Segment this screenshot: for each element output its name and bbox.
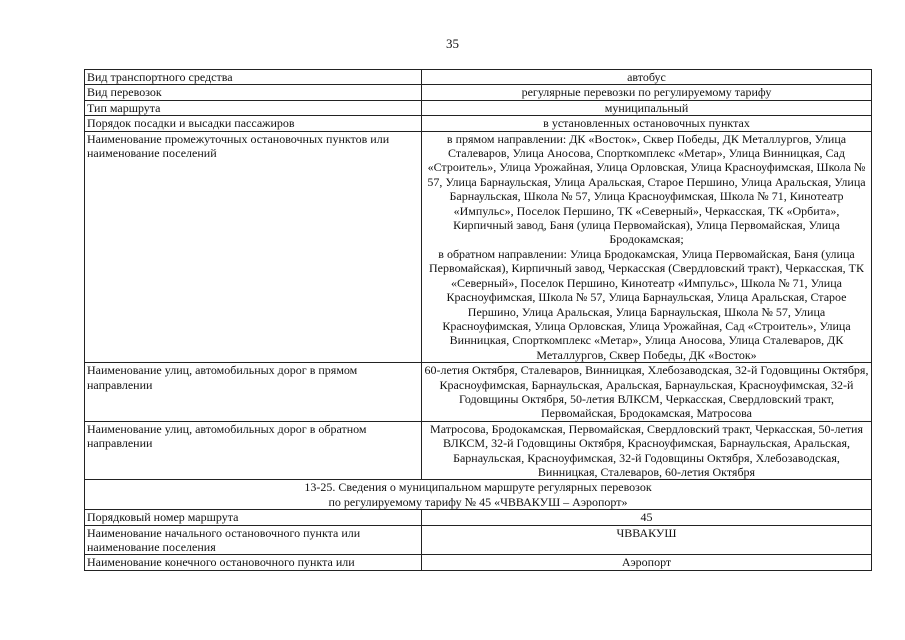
row-label-vehicle-type: Вид транспортного средства [85,70,422,85]
row-value-intermediate-stops [422,131,872,363]
table-row [85,555,872,570]
row-value-start-stop: ЧВВАКУШ [422,525,872,555]
row-value-streets-reverse: Матросова, Бродокамская, Первомайская, Свердловский тракт, Черкасская, 50-летия ВЛКСМ, 32-й Годовщины Октября, Красноуфимская, Барнаульская, Аральская, Барнаульская, Красноуфимская, 32-й Годовщины Октября, Хлебозаводская, Винницкая, Сталеваров, 60-летия Октября [422,421,872,480]
row-label-streets-forward: Наименование улиц, автомобильных дорог в прямом направлении [85,363,422,422]
row-label-end-stop: Наименование конечного остановочного пункта или [85,555,422,570]
stops-forward-text: в прямом направлении: ДК «Восток», Сквер Победы, ДК Металлургов, Улица Сталеваров, Улица Аносова, Спорткомплекс «Метар», Улица Винницкая, Сад «Строитель», Улица Урожайная, Улица Орловская, Улица Красноуфимская, Школа № 57, Улица Барнаульская, Улица Аральская, Старое Першино, Улица Аральская, Улица Барнаульская, Школа № 57, Улица Красноуфимская, Школа № 71, Кинотеатр «Импульс», Поселок Першино, ТК «Северный», Черкасская, ТК «Орбита», Кирпичный завод, Баня (улица Первомайская), Улица Первомайская, Улица Бродокамская; [427,131,866,247]
table-row [85,363,872,422]
row-value-route-type: муниципальный [422,100,872,115]
row-label-start-stop: Наименование начального остановочного пункта или наименование поселения [85,525,422,555]
table-row [85,116,872,131]
table-row [85,100,872,115]
section-heading-line2: по регулируемому тарифу № 45 «ЧВВАКУШ – Аэропорт» [328,494,628,509]
section-heading-line1: 13-25. Сведения о муниципальном маршруте регулярных перевозок [304,480,652,495]
row-value-end-stop: Аэропорт [422,555,872,570]
row-label-transport-kind: Вид перевозок [85,85,422,100]
row-label-boarding-order: Порядок посадки и высадки пассажиров [85,116,422,131]
row-label-route-number: Порядковый номер маршрута [85,510,422,525]
table-row [85,525,872,555]
row-value-streets-forward: 60-летия Октября, Сталеваров, Винницкая, Хлебозаводская, 32-й Годовщины Октября, Красноуфимская, Барнаульская, Аральская, Барнаульская, Красноуфимская, 32-й Годовщины Октября, 50-летия ВЛКСМ, Черкасская, Свердловский тракт, Первомайская, Бродокамская, Матросова [422,363,872,422]
row-label-intermediate-stops: Наименование промежуточных остановочных пунктов или наименование поселений [85,131,422,363]
table-row [85,421,872,480]
route-table [84,69,872,571]
section-heading [85,480,872,510]
row-value-transport-kind: регулярные перевозки по регулируемому тарифу [422,85,872,100]
row-value-boarding-order: в установленных остановочных пунктах [422,116,872,131]
table-row [85,70,872,85]
table-row [85,510,872,525]
row-label-streets-reverse: Наименование улиц, автомобильных дорог в обратном направлении [85,421,422,480]
page-number: 35 [446,36,459,51]
row-label-route-type: Тип маршрута [85,100,422,115]
table-row [85,480,872,510]
table-row [85,85,872,100]
row-value-route-number: 45 [422,510,872,525]
stops-reverse-text: в обратном направлении: Улица Бродокамская, Улица Первомайская, Баня (улица Первомайская), Кирпичный завод, Черкасская (Свердловский тракт), Черкасская, ТК «Северный», Поселок Першино, Кинотеатр «Импульс», Школа № 71, Улица Красноуфимская, Школа № 57, Улица Барнаульская, Улица Аральская, Старое Першино, Улица Аральская, Улица Барнаульская, Школа № 57, Улица Красноуфимская, Улица Орловская, Улица Урожайная, Сад «Строитель», Улица Винницкая, Спорткомплекс «Метар», Улица Аносова, Улица Сталеваров, ДК Металлургов, Сквер Победы, ДК «Восток» [429,246,864,362]
row-value-vehicle-type: автобус [422,70,872,85]
table-row [85,131,872,363]
